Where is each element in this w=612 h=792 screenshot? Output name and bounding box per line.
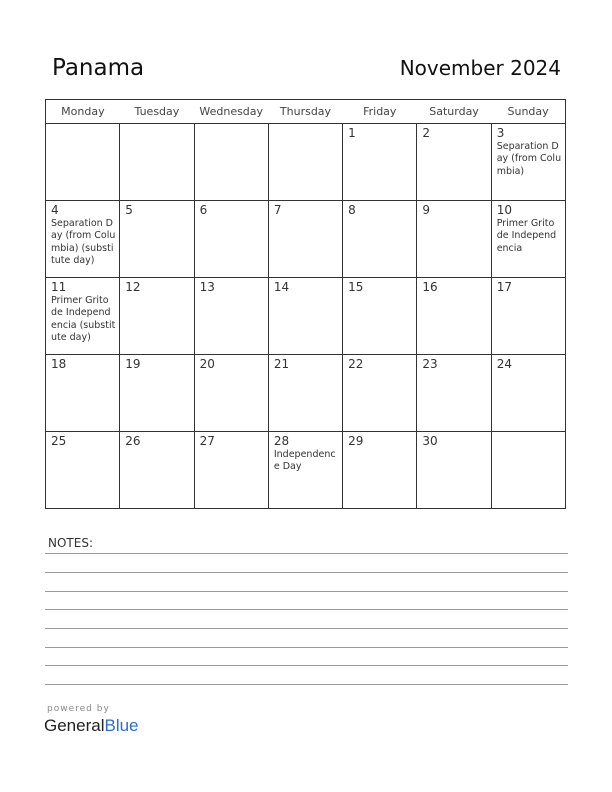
day-cell — [417, 201, 491, 278]
day-number: 8 — [348, 203, 356, 217]
weekday-header-row — [46, 100, 566, 124]
day-number: 23 — [422, 357, 438, 371]
day-cell — [194, 201, 268, 278]
day-number: 22 — [348, 357, 364, 371]
week-row — [46, 124, 566, 201]
day-cell — [46, 355, 120, 432]
day-cell — [120, 201, 194, 278]
day-cell — [46, 201, 120, 278]
calendar-grid — [45, 99, 566, 509]
day-cell — [417, 432, 491, 509]
day-cell — [491, 355, 565, 432]
day-number: 6 — [199, 203, 208, 217]
country-title: Panama — [52, 55, 145, 81]
day-cell — [194, 432, 268, 509]
day-number: 24 — [496, 357, 512, 371]
week-row — [46, 432, 566, 509]
holiday-label: Primer Grito de Independencia (substitute day) — [51, 295, 116, 343]
holiday-label: Separation Day (from Columbia) (substitute day) — [51, 218, 116, 266]
notes-line — [45, 609, 568, 610]
day-number: 11 — [51, 280, 67, 294]
notes-label: NOTES: — [48, 536, 93, 550]
notes-line — [45, 572, 568, 573]
day-cell — [491, 432, 565, 509]
notes-line — [45, 628, 568, 629]
notes-line — [45, 591, 568, 592]
powered-by-label: powered by — [47, 704, 110, 714]
day-cell — [120, 432, 194, 509]
notes-line — [45, 553, 568, 554]
notes-line — [45, 665, 568, 666]
week-row — [46, 201, 566, 278]
weekday-header: Sunday — [491, 100, 565, 124]
day-cell — [491, 201, 565, 278]
day-number: 26 — [125, 434, 141, 448]
brand-name-part2: Blue — [104, 716, 139, 735]
day-number: 17 — [496, 280, 512, 294]
day-number: 16 — [422, 280, 438, 294]
day-number: 3 — [496, 126, 505, 140]
weekday-header: Thursday — [268, 100, 342, 124]
day-number: 15 — [348, 280, 364, 294]
day-number: 27 — [199, 434, 215, 448]
brand-name-part1: General — [44, 716, 105, 735]
day-cell — [194, 355, 268, 432]
day-number: 10 — [496, 203, 512, 217]
day-number: 2 — [422, 126, 431, 140]
day-cell — [343, 278, 417, 355]
weekday-header: Wednesday — [194, 100, 268, 124]
day-number: 14 — [273, 280, 290, 294]
day-cell — [491, 278, 565, 355]
day-cell — [343, 201, 417, 278]
day-cell — [268, 201, 342, 278]
weekday-header: Friday — [343, 100, 417, 124]
day-number: 7 — [273, 203, 282, 217]
generalblue-logo[interactable] — [44, 716, 139, 736]
day-number: 30 — [422, 434, 438, 448]
day-cell — [343, 124, 417, 201]
day-number: 5 — [125, 203, 133, 217]
day-number: 28 — [273, 434, 290, 448]
day-cell — [268, 278, 342, 355]
day-number: 18 — [51, 357, 67, 371]
day-cell — [268, 432, 342, 509]
day-cell — [343, 432, 417, 509]
holiday-label: Primer Grito de Independencia — [496, 218, 557, 254]
day-cell — [120, 278, 194, 355]
day-cell — [417, 278, 491, 355]
day-number: 19 — [125, 357, 141, 371]
day-cell — [491, 124, 565, 201]
notes-line — [45, 647, 568, 648]
day-cell — [268, 355, 342, 432]
day-number: 12 — [125, 280, 141, 294]
day-cell — [194, 278, 268, 355]
day-cell — [268, 124, 342, 201]
day-cell — [417, 124, 491, 201]
day-number: 21 — [273, 357, 290, 371]
day-cell — [46, 124, 120, 201]
day-number: 25 — [51, 434, 67, 448]
day-cell — [46, 278, 120, 355]
weekday-header: Saturday — [417, 100, 491, 124]
week-row — [46, 278, 566, 355]
day-number: 1 — [348, 126, 356, 140]
day-number: 9 — [422, 203, 431, 217]
day-number: 4 — [51, 203, 59, 217]
day-cell — [343, 355, 417, 432]
holiday-label: Independence Day — [273, 449, 336, 473]
weekday-header: Monday — [46, 100, 120, 124]
day-cell — [120, 124, 194, 201]
day-cell — [46, 432, 120, 509]
weekday-header: Tuesday — [120, 100, 194, 124]
day-cell — [417, 355, 491, 432]
day-number: 29 — [348, 434, 364, 448]
day-number: 20 — [199, 357, 215, 371]
week-row — [46, 355, 566, 432]
day-cell — [120, 355, 194, 432]
notes-line — [45, 684, 568, 685]
month-title: November 2024 — [399, 56, 561, 80]
day-number: 13 — [199, 280, 215, 294]
day-cell — [194, 124, 268, 201]
holiday-label: Separation Day (from Columbia) — [496, 141, 562, 177]
